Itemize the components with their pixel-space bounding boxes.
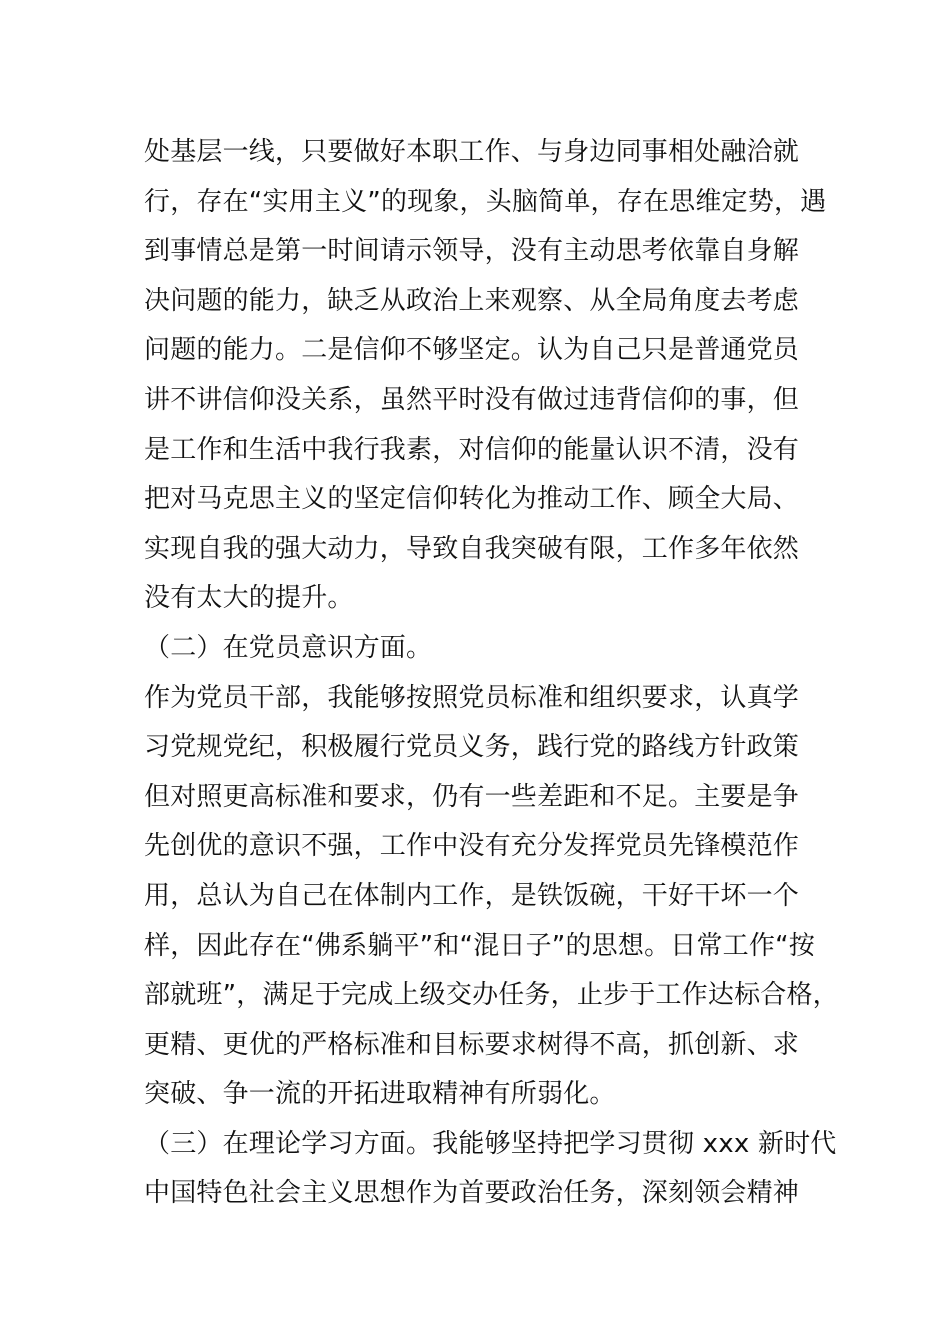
text-line: 行，存在“实用主义”的现象，头脑简单，存在思维定势，遇 bbox=[144, 186, 827, 217]
text-line: 决问题的能力，缺乏从政治上来观察、从全局角度去考虑 bbox=[144, 285, 800, 316]
text-line: 更精、更优的严格标准和目标要求树得不高，抓创新、求 bbox=[144, 1029, 800, 1060]
text-line: 用，总认为自己在体制内工作，是铁饭碗，干好干坏一个 bbox=[144, 880, 800, 911]
text-line: 问题的能力。二是信仰不够坚定。认为自己只是普通党员 bbox=[144, 335, 800, 366]
text-line: 处基层一线，只要做好本职工作、与身边同事相处融洽就 bbox=[144, 137, 800, 167]
text-line: 是工作和生活中我行我素，对信仰的能量认识不清，没有 bbox=[144, 434, 800, 465]
text-line: 到事情总是第一时间请示领导，没有主动思考依靠自身解 bbox=[144, 236, 800, 267]
text-line: 把对马克思主义的坚定信仰转化为推动工作、顾全大局、 bbox=[144, 484, 800, 515]
text-line: 讲不讲信仰没关系，虽然平时没有做过违背信仰的事，但 bbox=[144, 384, 800, 415]
text-line: 习党规党纪，积极履行党员义务，践行党的路线方针政策 bbox=[144, 732, 800, 763]
text-line: 部就班”，满足于完成上级交办任务，止步于工作达标合格， bbox=[144, 980, 839, 1011]
text-line: 实现自我的强大动力，导致自我突破有限，工作多年依然 bbox=[144, 533, 800, 564]
document-body bbox=[144, 128, 844, 1219]
text-line: 样，因此存在“佛系躺平”和“混日子”的思想。日常工作“按 bbox=[144, 930, 815, 961]
text-line: 作为党员干部，我能够按照党员标准和组织要求，认真学 bbox=[144, 682, 800, 713]
section-heading: （二）在党员意识方面。 bbox=[144, 632, 433, 663]
text-line: 但对照更高标准和要求，仍有一些差距和不足。主要是争 bbox=[144, 781, 800, 812]
section-heading: （三）在理论学习方面。我能够坚持把学习贯彻 xxx 新时代 bbox=[144, 1128, 837, 1159]
text-line: 突破、争一流的开拓进取精神有所弱化。 bbox=[144, 1079, 616, 1110]
text-line: 中国特色社会主义思想作为首要政治任务，深刻领会精神 bbox=[144, 1178, 800, 1209]
text-line: 没有太大的提升。 bbox=[144, 583, 354, 614]
text-line: 先创优的意识不强，工作中没有充分发挥党员先锋模范作 bbox=[144, 831, 800, 862]
